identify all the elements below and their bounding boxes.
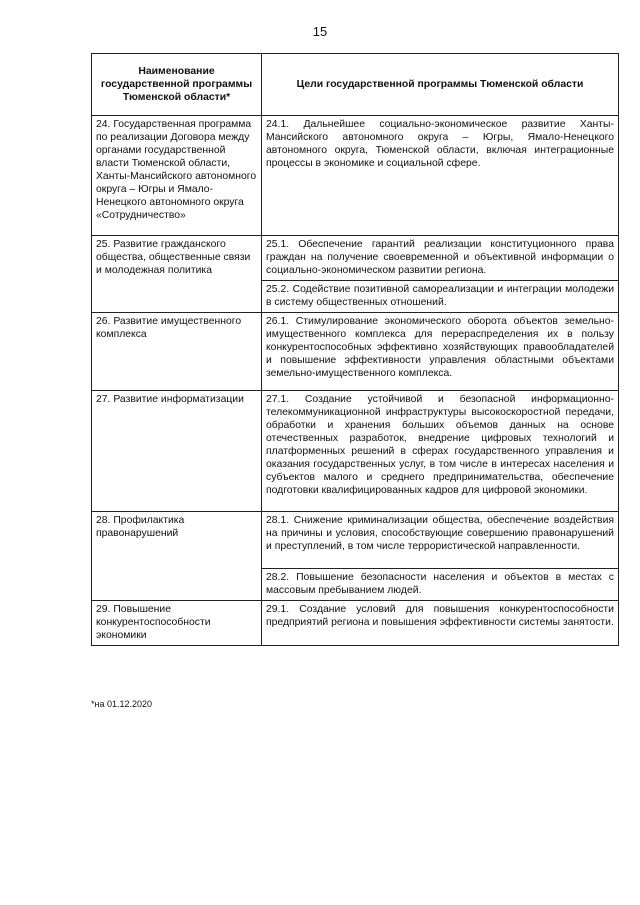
program-goal: 26.1. Стимулирование экономического оборота объектов земельно-имущественного комплекса для перераспределения их в пользу конкурентоспособных эффективно хозяйствующих правообладателей и повышение эффективности управления областными объектами земельно-имущественного комплекса. (262, 313, 619, 391)
program-goal: 25.1. Обеспечение гарантий реализации конституционного права граждан на получение своевременной и объективной информации о социально-экономическом развитии региона. (262, 236, 619, 281)
program-goal: 29.1. Создание условий для повышения конкурентоспособности предприятий региона и повышения эффективности системы занятости. (262, 601, 619, 646)
table-row (92, 236, 619, 281)
programs-table (91, 53, 619, 646)
program-name: 29. Повышение конкурентоспособности экономики (92, 601, 262, 646)
program-name: 27. Развитие информатизации (92, 391, 262, 512)
page-number: 15 (312, 24, 328, 39)
header-program-goals: Цели государственной программы Тюменской области (262, 54, 619, 116)
program-goal: 25.2. Содействие позитивной самореализации и интеграции молодежи в систему общественных отношений. (262, 281, 619, 313)
program-goal: 28.1. Снижение криминализации общества, обеспечение воздействия на причины и условия, способствующие совершению правонарушений и преступлений, в том числе террористической направленности. (262, 512, 619, 569)
program-name: 25. Развитие гражданского общества, общественные связи и молодежная политика (92, 236, 262, 313)
table-row (92, 512, 619, 569)
program-goal: 24.1. Дальнейшее социально-экономическое развитие Ханты-Мансийского автономного округа – Югры, Ямало-Ненецкого автономного округа, Тюменской области, включая интеграционные процессы в экономике и социальной сфере. (262, 116, 619, 236)
program-goal: 28.2. Повышение безопасности населения и объектов в местах с массовым пребыванием людей. (262, 569, 619, 601)
header-program-name: Наименование государственной программы Тюменской области* (92, 54, 262, 116)
table-row (92, 391, 619, 512)
table-header-row (92, 54, 619, 116)
table-row (92, 601, 619, 646)
program-name: 26. Развитие имущественного комплекса (92, 313, 262, 391)
footnote: *на 01.12.2020 (91, 699, 153, 709)
program-goal: 27.1. Создание устойчивой и безопасной информационно-телекоммуникационной инфраструктуры высокоскоростной передачи, обработки и хранения больших объемов данных на основе отечественных разработок, внедрение цифровых технологий и платформенных решений в сферах государственного управления и оказания государственных услуг, в том числе в интересах населения и субъектов малого и среднего предпринимательства, обеспечение подготовки квалифицированных кадров для цифровой экономики. (262, 391, 619, 512)
program-name: 28. Профилактика правонарушений (92, 512, 262, 601)
table-row (92, 313, 619, 391)
program-name: 24. Государственная программа по реализации Договора между органами государственной власти Тюменской области, Ханты-Мансийского автономного округа – Югры и Ямало-Ненецкого автономного округа «Сотрудничество» (92, 116, 262, 236)
table-row (92, 116, 619, 236)
